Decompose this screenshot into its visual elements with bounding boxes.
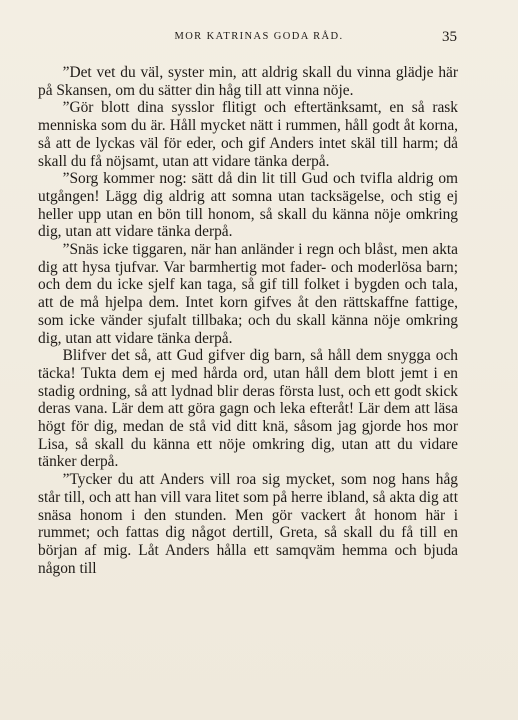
page-number: 35: [442, 29, 457, 45]
paragraph: ”Tycker du att Anders vill roa sig mycket, som nog hans håg står till, och att han vill vara litet som på herre ibland, så akta dig att snäsa honom i den stunden. Men gör vackert åt honom här i rummet; och fattas dig något dertill, Greta, så skall du få till en början af mig. Låt Anders hålla ett samqväm hemma och bjuda någon till: [38, 471, 458, 577]
paragraph: ”Det vet du väl, syster min, att aldrig skall du vinna glädje här på Skansen, om du sätter din håg till att vinna nöje.: [38, 64, 458, 99]
page-header: [0, 31, 518, 51]
running-title: MOR KATRINAS GODA RÅD.: [174, 31, 344, 42]
paragraph: ”Sorg kommer nog: sätt då din lit till Gud och tvifla aldrig om utgången! Lägg dig aldrig att somna utan tacksägelse, och stig ej heller upp utan en bön till honom, så skall du känna nöje omkring dig, utan att vidare tänka derpå.: [38, 170, 458, 241]
paragraph: Blifver det så, att Gud gifver dig barn, så håll dem snygga och täcka! Tukta dem ej med hårda ord, utan håll dem blott jemt i en stadig ordning, så att lydnad blir deras första lust, och ett godt skick deras vana. Lär dem att göra gagn och leka efteråt! Lär dem att läsa högt för dig, medan de stå vid ditt knä, såsom jag gjorde hos mor Lisa, så skall du känna ett nöje omkring dig, utan att du vidare tänker derpå.: [38, 347, 458, 471]
paragraph: ”Snäs icke tiggaren, när han anländer i regn och blåst, men akta dig att hysa tjufvar. Var barmhertig mot fader- och moderlösa barn; och dem du icke sjelf kan taga, så gif till folket i bygden och tala, att de må hjelpa dem. Intet korn gifves åt den rättskaffne fattige, som icke vänder sjufalt tillbaka; och du skall känna nöje omkring dig, utan att vidare tänka derpå.: [38, 241, 458, 347]
paragraph: ”Gör blott dina sysslor flitigt och eftertänksamt, en så rask menniska som du är. Håll mycket nätt i rummen, håll godt åt korna, så att de lyckas väl för eder, och gif Anders intet skäl till harm; då skall du få nöjsamt, utan att vidare tänka derpå.: [38, 99, 458, 170]
body-text: [38, 64, 458, 577]
